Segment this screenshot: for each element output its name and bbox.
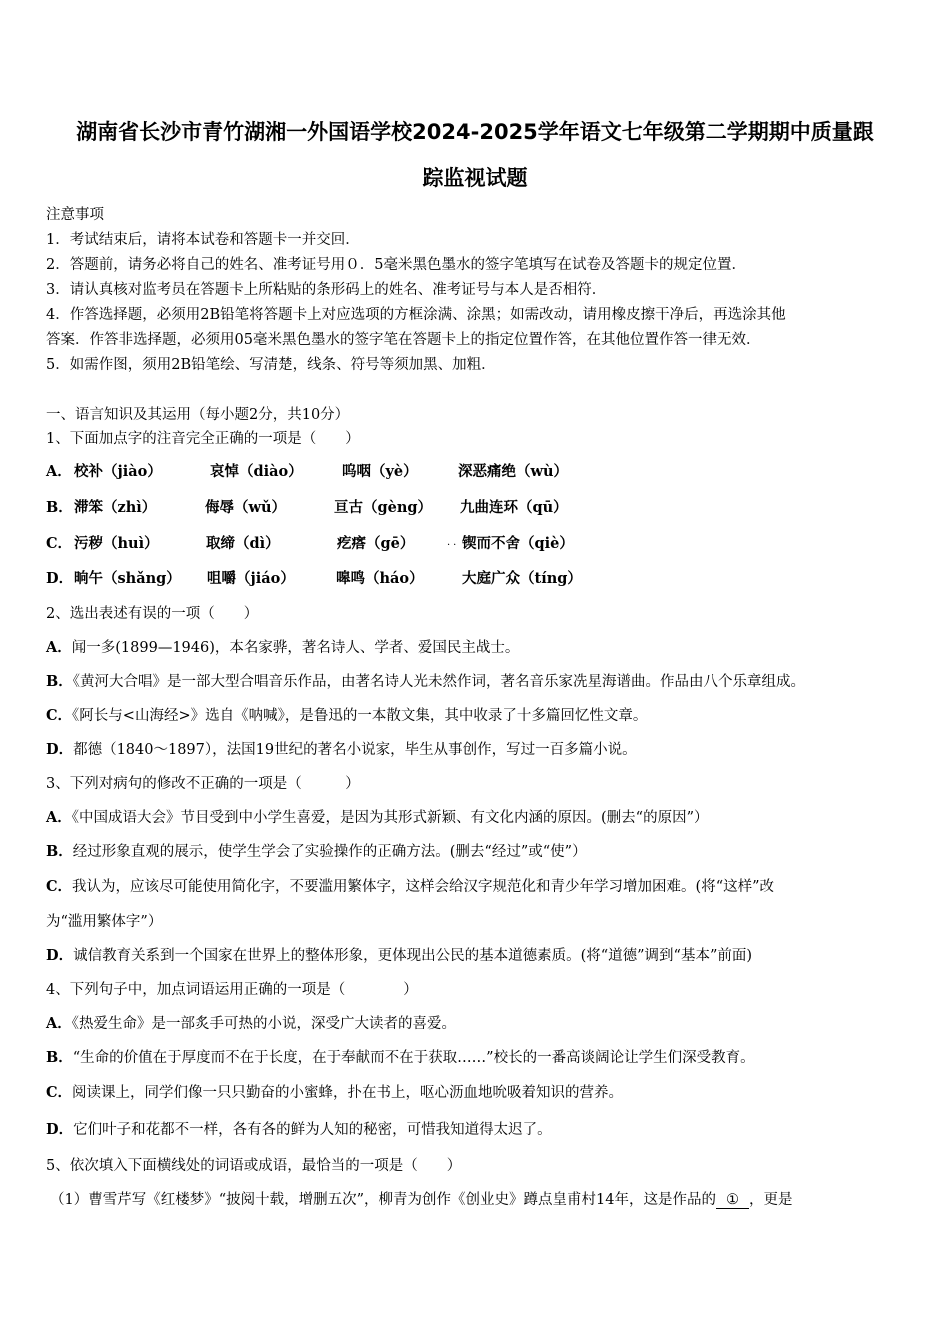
option-row: C．《阿长与<山海经>》选自《呐喊》，是鲁迅的一本散文集，其中收录了十多篇回忆性文章。	[46, 707, 648, 724]
option-item: 嗥鸣（háo）	[336, 570, 424, 587]
option-item: 晌午（shǎng）	[74, 570, 181, 587]
question-4-stem: 4、下列句子中，加点词语运用正确的一项是（ ）	[46, 982, 418, 998]
option-row: A．《中国成语大会》节目受到中小学生喜爱，是因为其形式新颖、有文化内涵的原因。(删去“的原因”）	[46, 809, 709, 826]
fill-blank: ①	[716, 1192, 749, 1209]
question-5-sub-1: （1）曹雪芹写《红楼梦》“披阅十载，增删五次”，柳青为创作《创业史》蹲点皇甫村14年，这是作品的 ① ，更是	[50, 1192, 793, 1208]
option-item: 大庭广众（tíng）	[462, 570, 582, 587]
option-item: 滞笨（zhì）	[74, 499, 157, 516]
exam-title-line2: 踪监视试题	[422, 166, 528, 190]
option-item: 哀悼（diào）	[210, 463, 303, 480]
option-item: 疙瘩（gē）	[337, 535, 415, 552]
option-item: 锲而不舍（qiè）	[462, 535, 574, 552]
note-item: 5．如需作图，须用2B铅笔绘、写清楚，线条、符号等须加黑、加粗．	[46, 357, 496, 373]
option-item: 污秽（huì）	[74, 535, 159, 552]
note-item: 2．答题前，请务必将自己的姓名、准考证号用０．5毫米黑色墨水的签字笔填写在试卷及答题卡的规定位置．	[46, 257, 746, 273]
note-item: 4．作答选择题，必须用2B铅笔将答题卡上对应选项的方框涂满、涂黑；如需改动，请用橡皮擦干净后，再选涂其他	[46, 307, 786, 323]
question-2-stem: 2、选出表述有误的一项（ ）	[46, 606, 259, 622]
option-row: C．阅读课上，同学们像一只只勤奋的小蜜蜂，扑在书上，呕心沥血地吮吸着知识的营养。	[46, 1084, 624, 1101]
option-item: 咀嚼（jiáo）	[207, 570, 295, 587]
question-3-stem: 3、下列对病句的修改不正确的一项是（ ）	[46, 776, 360, 792]
option-row: B．“生命的价值在于厚度而不在于长度，在于奉献而不在于获取……”校长的一番高谈阔论让学生们深受教育。	[46, 1049, 755, 1066]
question-5-stem: 5、依次填入下面横线处的词语或成语，最恰当的一项是（ ）	[46, 1158, 462, 1174]
option-row: A．闻一多(1899—1946)，本名家骅，著名诗人、学者、爱国民主战士。	[46, 639, 520, 656]
option-item: 九曲连环（qū）	[460, 499, 568, 516]
section-heading: 一、语言知识及其运用（每小题2分，共10分）	[46, 407, 350, 423]
option-row: C．我认为，应该尽可能使用简化字，不要滥用繁体字，这样会给汉字规范化和青少年学习增加困难。(将“这样”改	[46, 878, 775, 895]
option-row: B．《黄河大合唱》是一部大型合唱音乐作品，由著名诗人光未然作词，著名音乐家冼星海谱曲。作品由八个乐章组成。	[46, 673, 806, 690]
option-item: 深恶痛绝（wù）	[458, 463, 569, 480]
option-row-continued: 为“滥用繁体字”）	[46, 914, 163, 930]
option-item: 亘古（gèng）	[334, 499, 433, 516]
option-row: D．它们叶子和花都不一样，各有各的鲜为人知的秘密，可惜我知道得太迟了。	[46, 1121, 552, 1138]
emphasis-dots: ··	[447, 540, 460, 551]
option-row: A．《热爱生命》是一部炙手可热的小说，深受广大读者的喜爱。	[46, 1015, 457, 1032]
option-label: B．	[46, 499, 73, 516]
option-label: A．	[46, 463, 72, 480]
note-item: 答案．作答非选择题，必须用05毫米黑色墨水的签字笔在答题卡上的指定位置作答，在其他位置作答一律无效．	[46, 332, 761, 348]
option-item: 校补（jiào）	[74, 463, 162, 480]
exam-title-line1: 湖南省长沙市青竹湖湘一外国语学校2024-2025学年语文七年级第二学期期中质量跟	[76, 120, 874, 144]
question-1-stem: 1、下面加点字的注音完全正确的一项是（ ）	[46, 431, 360, 447]
option-label: C．	[46, 535, 73, 552]
option-item: 取缔（dì）	[206, 535, 280, 552]
option-item: 侮辱（wǔ）	[205, 499, 287, 516]
option-row: D．都德（1840～1897），法国19世纪的著名小说家，毕生从事创作，写过一百多篇小说。	[46, 741, 637, 758]
note-item: 3．请认真核对监考员在答题卡上所粘贴的条形码上的姓名、准考证号与本人是否相符．	[46, 282, 607, 298]
option-row: B．经过形象直观的展示，使学生学会了实验操作的正确方法。(删去“经过”或“使”）	[46, 843, 587, 860]
option-label: D．	[46, 570, 74, 587]
option-item: 呜咽（yè）	[342, 463, 418, 480]
note-item: 1．考试结束后，请将本试卷和答题卡一并交回．	[46, 232, 360, 248]
notes-heading: 注意事项	[46, 207, 104, 223]
option-row: D．诚信教育关系到一个国家在世界上的整体形象，更体现出公民的基本道德素质。(将“道德”调到“基本”前面)	[46, 947, 753, 964]
